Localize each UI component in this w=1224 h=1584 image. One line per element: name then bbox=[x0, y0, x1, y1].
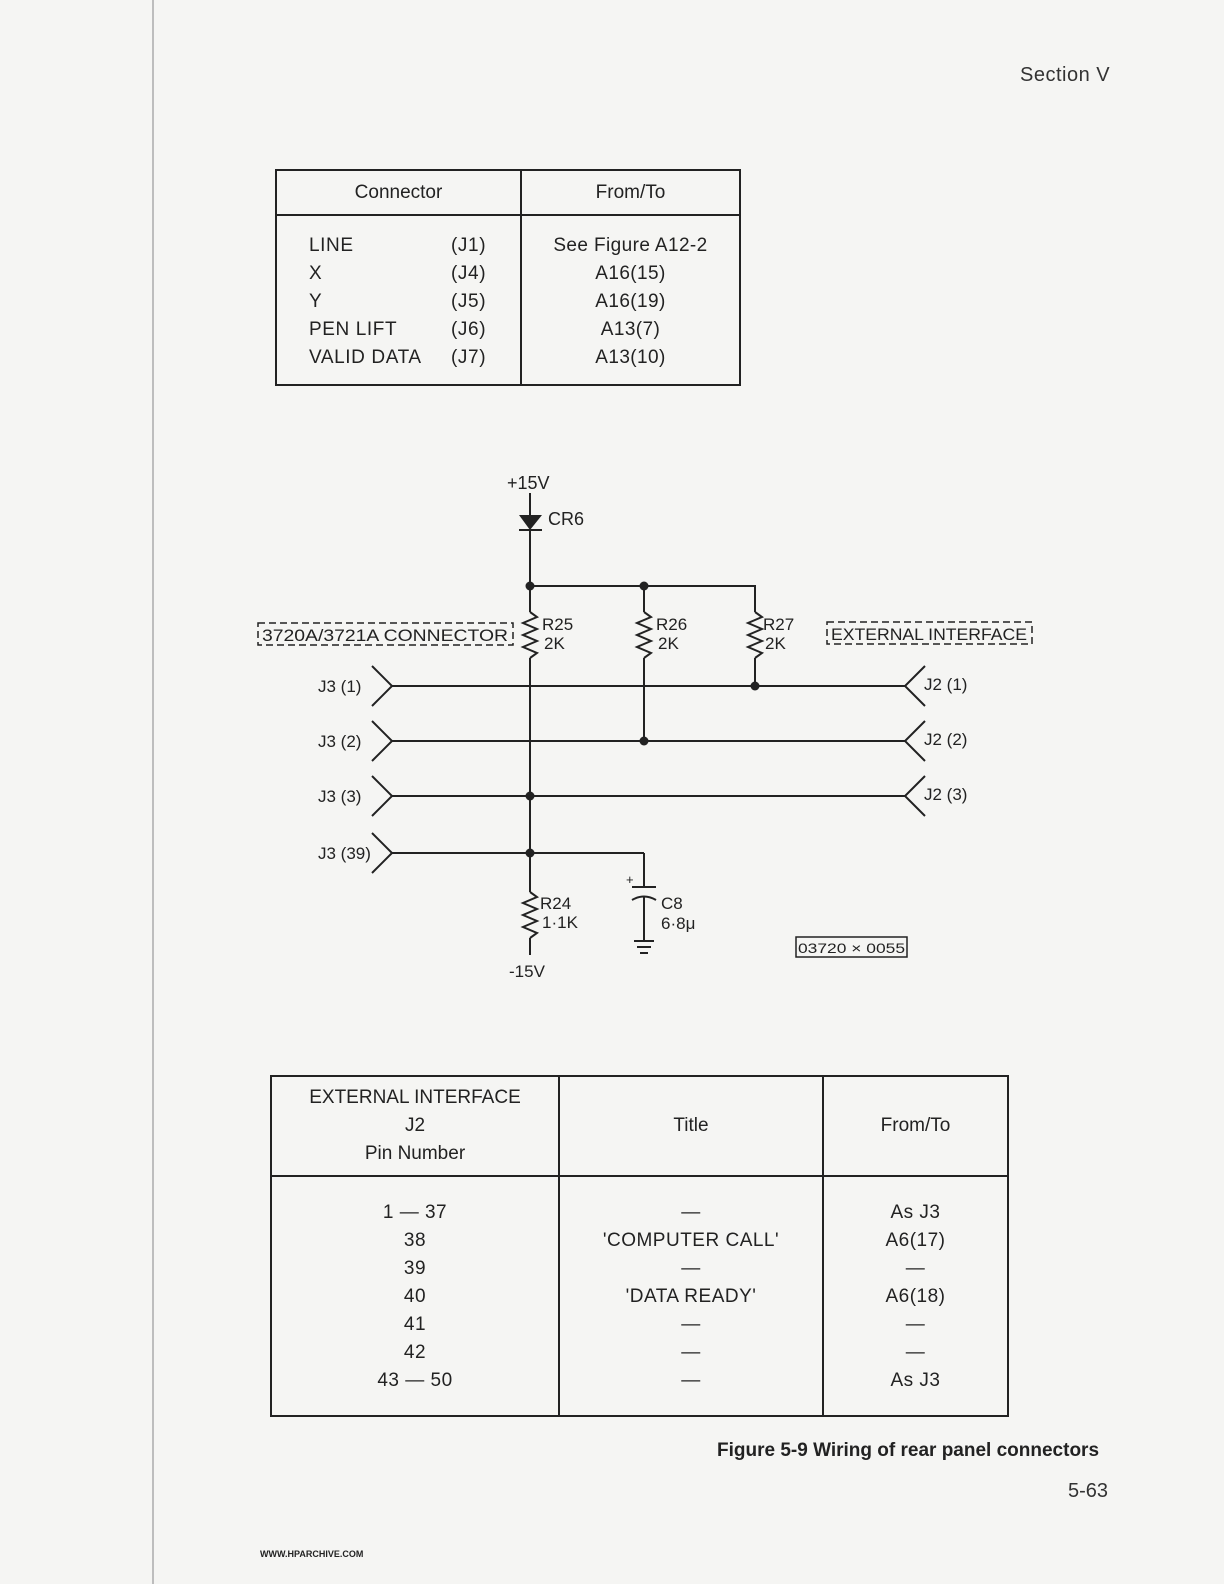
right-connector-chevron bbox=[905, 666, 925, 706]
connector-name: LINE bbox=[309, 235, 354, 256]
left-pin-label: J3 (3) bbox=[318, 787, 362, 806]
junction-dot bbox=[526, 582, 535, 591]
left-pin-label: J3 (1) bbox=[318, 677, 362, 696]
pin-number: 40 bbox=[403, 1286, 427, 1307]
junction-dot bbox=[640, 582, 649, 591]
left-connector-label: 3720A/3721A CONNECTOR bbox=[262, 626, 508, 645]
r27-resistor-symbol bbox=[748, 612, 762, 658]
external-interface-label: EXTERNAL INTERFACE bbox=[831, 625, 1027, 644]
section-heading: Section V bbox=[1020, 64, 1111, 86]
external-interface-body-row bbox=[271, 1176, 1008, 1416]
pin-number-column-header bbox=[271, 1076, 559, 1176]
right-pin-label: J2 (3) bbox=[924, 785, 968, 804]
from-to-value: A13(7) bbox=[600, 319, 661, 340]
diode-label: CR6 bbox=[548, 509, 585, 529]
connector-column-header: Connector bbox=[276, 170, 521, 215]
pin-number-list-cell bbox=[271, 1176, 559, 1416]
c8-name: C8 bbox=[661, 894, 683, 913]
from-to-value: See Figure A12-2 bbox=[553, 235, 708, 256]
pin-number: 43 — 50 bbox=[377, 1370, 453, 1391]
connector-name: VALID DATA bbox=[309, 347, 422, 368]
r27-name: R27 bbox=[763, 615, 795, 634]
r25-value: 2K bbox=[544, 634, 565, 653]
r24-value: 1·1K bbox=[542, 913, 578, 932]
c8-polarity: + bbox=[626, 872, 634, 887]
connector-pin: (J5) bbox=[451, 291, 487, 312]
pin-number: 39 bbox=[403, 1258, 427, 1279]
supply-negative-label: -15V bbox=[509, 962, 545, 981]
signal-title: — bbox=[681, 1202, 701, 1223]
connector-name: PEN LIFT bbox=[309, 319, 398, 340]
pin-number: 1 — 37 bbox=[382, 1202, 448, 1223]
connector-pin: (J6) bbox=[451, 319, 487, 340]
external-interface-table bbox=[270, 1075, 1009, 1417]
signal-title: — bbox=[681, 1258, 701, 1279]
pin-header-line: EXTERNAL INTERFACE bbox=[309, 1087, 521, 1108]
from-to-value: A16(15) bbox=[595, 263, 666, 284]
right-connector-chevron bbox=[905, 721, 925, 761]
diode-cr6-symbol bbox=[519, 515, 542, 530]
from-to-value: A16(19) bbox=[595, 291, 666, 312]
from-to-value: A6(17) bbox=[885, 1230, 946, 1251]
left-pin-label: J3 (2) bbox=[318, 732, 362, 751]
footer-url: WWW.HPARCHIVE.COM bbox=[260, 1549, 364, 1559]
from-to-value: — bbox=[905, 1314, 926, 1335]
from-to-column-header: From/To bbox=[521, 170, 740, 215]
pin-number: 42 bbox=[403, 1342, 427, 1363]
r25-name: R25 bbox=[542, 615, 574, 634]
connector-pin: (J1) bbox=[451, 235, 487, 256]
from-to-value: As J3 bbox=[890, 1370, 941, 1391]
pin-header-line: J2 bbox=[404, 1115, 426, 1136]
drawing-number: 03720 × 0055 bbox=[798, 940, 906, 956]
external-interface-header-row bbox=[271, 1076, 1008, 1176]
r27-value: 2K bbox=[765, 634, 786, 653]
right-pin-label: J2 (2) bbox=[924, 730, 968, 749]
signal-title: 'COMPUTER CALL' bbox=[602, 1230, 780, 1251]
connector-name: X bbox=[309, 263, 323, 284]
signal-title: — bbox=[681, 1342, 701, 1363]
title-column-header: Title bbox=[559, 1076, 823, 1176]
right-connector-chevron bbox=[905, 776, 925, 816]
figure-caption: Figure 5-9 Wiring of rear panel connectors bbox=[717, 1440, 1100, 1461]
supply-positive-label: +15V bbox=[507, 473, 550, 493]
page-number: 5-63 bbox=[1068, 1480, 1109, 1502]
signal-title: — bbox=[681, 1370, 701, 1391]
r24-resistor-symbol bbox=[523, 892, 537, 938]
from-to-value: — bbox=[905, 1258, 926, 1279]
pin-number: 38 bbox=[403, 1230, 427, 1251]
from-to-column-header: From/To bbox=[823, 1076, 1008, 1176]
title-list-cell bbox=[559, 1176, 823, 1416]
junction-dot bbox=[640, 737, 649, 746]
left-pin-label: J3 (39) bbox=[318, 844, 371, 863]
signal-title: — bbox=[681, 1314, 701, 1335]
connector-name: Y bbox=[309, 291, 323, 312]
right-pin-label: J2 (1) bbox=[924, 675, 968, 694]
from-to-list-cell bbox=[823, 1176, 1008, 1416]
connector-pin: (J7) bbox=[451, 347, 487, 368]
from-to-value: As J3 bbox=[890, 1202, 941, 1223]
junction-dot bbox=[751, 682, 760, 691]
pin-header-line: Pin Number bbox=[364, 1143, 466, 1164]
left-connector-chevron bbox=[372, 721, 392, 761]
r26-value: 2K bbox=[658, 634, 679, 653]
signal-title: 'DATA READY' bbox=[625, 1286, 757, 1307]
r26-resistor-symbol bbox=[637, 612, 651, 658]
left-connector-chevron bbox=[372, 833, 392, 873]
left-connector-chevron bbox=[372, 776, 392, 816]
junction-dot bbox=[526, 849, 535, 858]
r24-name: R24 bbox=[540, 894, 572, 913]
from-to-value: A6(18) bbox=[885, 1286, 946, 1307]
junction-dot bbox=[526, 792, 535, 801]
left-connector-chevron bbox=[372, 666, 392, 706]
r25-resistor-symbol bbox=[523, 612, 537, 658]
r26-name: R26 bbox=[656, 615, 688, 634]
connector-pin: (J4) bbox=[451, 263, 487, 284]
pin-number: 41 bbox=[403, 1314, 427, 1335]
from-to-value: — bbox=[905, 1342, 926, 1363]
c8-value: 6·8μ bbox=[661, 914, 696, 933]
from-to-value: A13(10) bbox=[595, 347, 666, 368]
